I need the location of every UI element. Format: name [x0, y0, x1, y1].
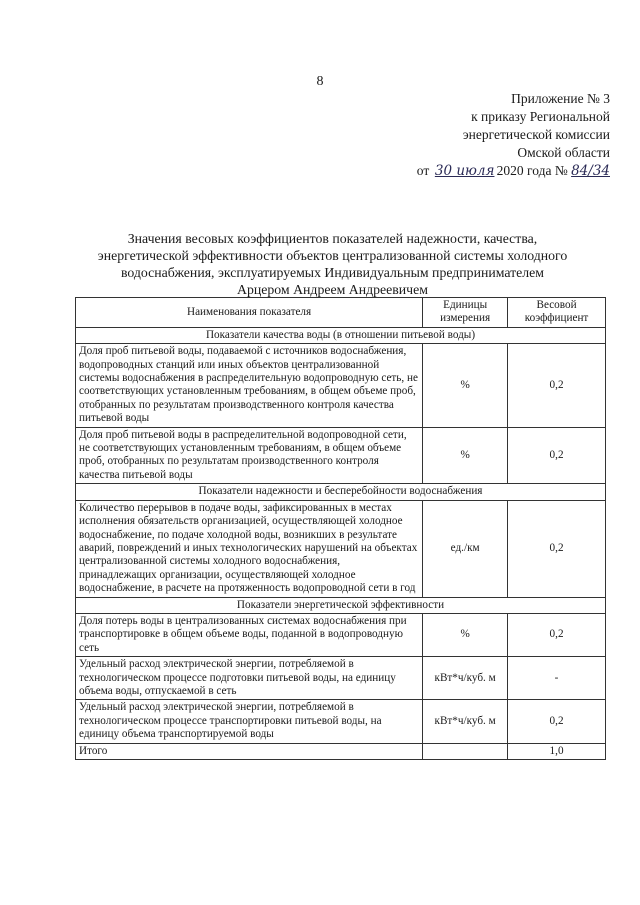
row-weight: 0,2 [508, 500, 606, 597]
section-row-quality [76, 327, 606, 343]
section-title: Показатели надежности и бесперебойности водоснабжения [76, 484, 606, 500]
table-header-row [76, 298, 606, 328]
handwritten-order-number: 84/34 [571, 163, 610, 179]
section-title: Показатели качества воды (в отношении питьевой воды) [76, 327, 606, 343]
section-title: Показатели энергетической эффективности [76, 597, 606, 613]
row-weight: 0,2 [508, 700, 606, 743]
row-weight: - [508, 657, 606, 700]
table-row [76, 344, 606, 427]
handwritten-date: 30 июля [434, 163, 495, 179]
total-unit [423, 743, 508, 759]
row-unit: % [423, 344, 508, 427]
row-name: Количество перерывов в подаче воды, зафиксированных в местах исполнения обязательств организацией, осуществляющей холодное водоснабжение, по подаче холодной воды, возникших в результате аварий, повреждений и иных технологических нарушений на объектах централизованной системы холодного водоснабжения, принадлежащих организации, осуществляющей холодное водоснабжение, в расчете на протяженность водопроводной сети в год [76, 500, 423, 597]
total-weight: 1,0 [508, 743, 606, 759]
table-row [76, 657, 606, 700]
approval-line-1: Приложение № 3 [511, 91, 610, 106]
row-unit: % [423, 613, 508, 656]
table-row [76, 613, 606, 656]
approval-date-line [310, 162, 610, 180]
row-weight: 0,2 [508, 613, 606, 656]
table-row [76, 427, 606, 484]
row-weight: 0,2 [508, 427, 606, 484]
section-row-energy [76, 597, 606, 613]
date-suffix: 2020 года № [496, 163, 568, 178]
row-unit: кВт*ч/куб. м [423, 657, 508, 700]
header-unit: Единицы измерения [423, 298, 508, 328]
row-name: Доля проб питьевой воды в распределительной водопроводной сети, не соответствующих установленным требованиям, в общем объеме проб, отобранных по результатам производственного контроля качества питьевой воды [76, 427, 423, 484]
approval-block [310, 90, 610, 180]
row-weight: 0,2 [508, 344, 606, 427]
approval-line-3: энергетической комиссии [462, 127, 610, 142]
title-line-4: Арцером Андреем Андреевичем [237, 282, 428, 297]
header-name: Наименования показателя [76, 298, 423, 328]
title-line-2: энергетической эффективности объектов централизованной системы холодного [97, 248, 568, 263]
title-line-3: водоснабжения, эксплуатируемых Индивидуальным предпринимателем [120, 265, 545, 280]
header-weight: Весовой коэффициент [508, 298, 606, 328]
page-number: 8 [316, 74, 324, 89]
table-row [76, 500, 606, 597]
total-row [76, 743, 606, 759]
row-name: Удельный расход электрической энергии, потребляемой в технологическом процессе транспортировки питьевой воды, на единицу объема транспортируемой воды [76, 700, 423, 743]
coefficients-table [75, 297, 606, 760]
row-name: Доля потерь воды в централизованных системах водоснабжения при транспортировке в общем объеме воды, поданной в водопроводную сеть [76, 613, 423, 656]
row-unit: % [423, 427, 508, 484]
row-unit: ед./км [423, 500, 508, 597]
section-row-reliability [76, 484, 606, 500]
row-name: Доля проб питьевой воды, подаваемой с источников водоснабжения, водопроводных станций или иных объектов централизованной системы водоснабжения в распределительную водопроводную сеть, не соответствующих установленным требованиям, в общем объеме проб, отобранных по результатам производственного контроля качества питьевой воды [76, 344, 423, 427]
approval-line-2: к приказу Региональной [471, 109, 610, 124]
document-title [60, 230, 605, 298]
date-prefix: от [416, 163, 430, 178]
approval-line-4: Омской области [517, 145, 610, 160]
row-unit: кВт*ч/куб. м [423, 700, 508, 743]
row-name: Удельный расход электрической энергии, потребляемой в технологическом процессе подготовки питьевой воды, на единицу объема воды, отпускаемой в сеть [76, 657, 423, 700]
title-line-1: Значения весовых коэффициентов показателей надежности, качества, [127, 231, 538, 246]
total-label: Итого [76, 743, 423, 759]
table-row [76, 700, 606, 743]
